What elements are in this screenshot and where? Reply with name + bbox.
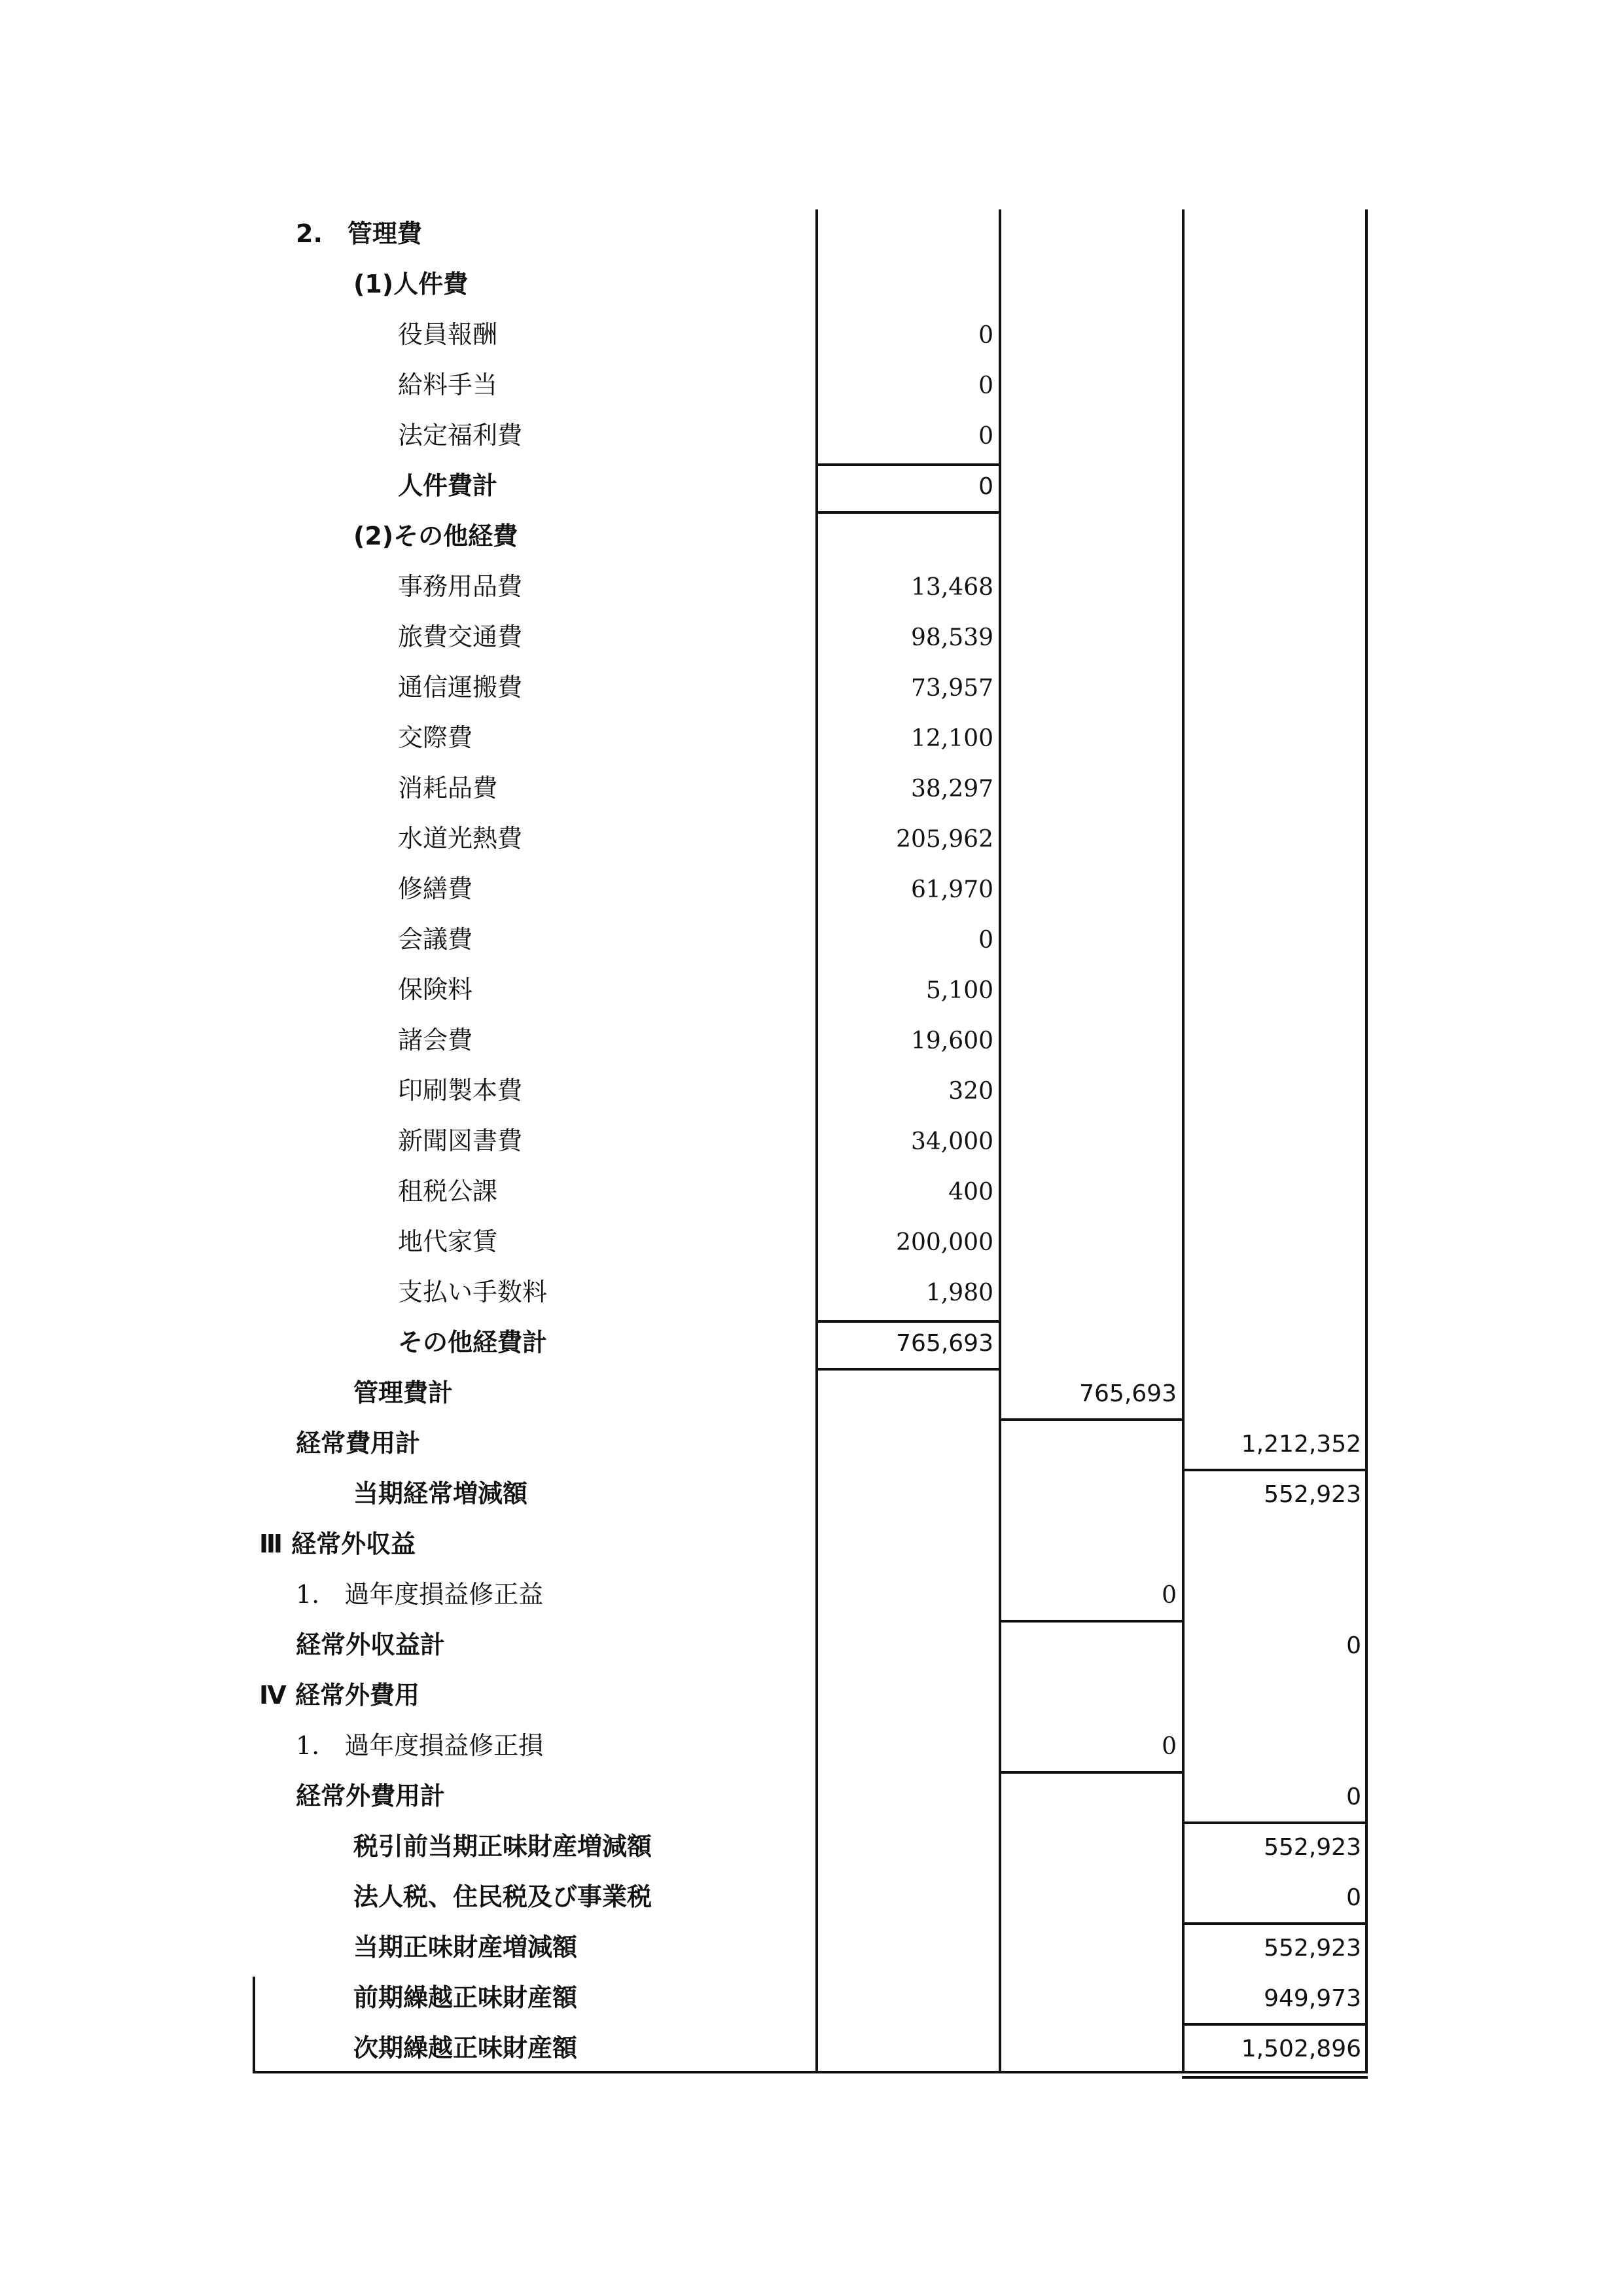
subtotal-line-bottom xyxy=(815,1368,1001,1371)
subtotal-line xyxy=(1182,1922,1368,1925)
column-rule-2 xyxy=(999,209,1001,2073)
row-value: 34,000 xyxy=(911,1128,993,1155)
row-label: 1. 過年度損益修正益 xyxy=(296,1580,544,1609)
row-label: 管理費計 xyxy=(353,1378,454,1407)
row-value: 400 xyxy=(948,1179,993,1206)
row-value: 0 xyxy=(978,927,993,954)
row-label: 2. 管理費 xyxy=(296,219,422,248)
row-label: 給料手当 xyxy=(398,370,498,399)
row-value: 98,539 xyxy=(911,624,993,651)
row-label: 前期繰越正味財産額 xyxy=(353,1983,578,2012)
subtotal-line xyxy=(999,1771,1185,1774)
row-value: 1,980 xyxy=(925,1280,993,1306)
subtotal-line xyxy=(999,1418,1185,1421)
row-value: 205,962 xyxy=(896,826,993,853)
row-value: 0 xyxy=(1346,1784,1361,1810)
row-label: 経常外費用計 xyxy=(296,1782,446,1810)
row-label: 支払い手数料 xyxy=(398,1278,548,1306)
row-value: 38,297 xyxy=(911,776,993,802)
row-label: 租税公課 xyxy=(398,1177,498,1206)
row-label: 保険料 xyxy=(398,975,473,1004)
row-value: 1,502,896 xyxy=(1241,2036,1361,2062)
subtotal-line xyxy=(999,1620,1185,1623)
table-left-border xyxy=(253,1977,255,2073)
row-value: 552,923 xyxy=(1264,1935,1361,1962)
row-label: 当期経常増減額 xyxy=(353,1479,528,1508)
row-label: 会議費 xyxy=(398,925,473,954)
row-value: 765,693 xyxy=(1079,1380,1177,1407)
row-value: 0 xyxy=(1346,1632,1361,1659)
row-value: 0 xyxy=(1346,1884,1361,1911)
row-label: 旅費交通費 xyxy=(398,622,523,651)
table-bottom-border xyxy=(253,2071,1368,2073)
row-value: 73,957 xyxy=(911,675,993,702)
row-value: 765,693 xyxy=(896,1330,993,1357)
subtotal-line xyxy=(1182,1469,1368,1471)
row-value: 0 xyxy=(1162,1582,1177,1609)
row-label: 水道光熱費 xyxy=(398,824,523,853)
row-value: 0 xyxy=(1162,1733,1177,1760)
row-label: Ⅳ 経常外費用 xyxy=(259,1681,419,1710)
row-label: 法定福利費 xyxy=(398,421,523,450)
row-label: 諸会費 xyxy=(398,1026,473,1054)
row-label: 事務用品費 xyxy=(398,572,523,601)
row-label: 役員報酬 xyxy=(398,320,498,349)
row-value: 0 xyxy=(978,322,993,349)
subtotal-line-top xyxy=(815,1320,1001,1323)
row-label: 修繕費 xyxy=(398,874,473,903)
row-value: 5,100 xyxy=(925,977,993,1004)
subtotal-line-top xyxy=(815,463,1001,466)
row-value: 200,000 xyxy=(896,1229,993,1256)
row-value: 320 xyxy=(948,1078,993,1105)
row-value: 19,600 xyxy=(911,1028,993,1054)
row-label: 地代家賃 xyxy=(398,1227,498,1256)
row-label: (2)その他経費 xyxy=(353,522,518,550)
subtotal-line xyxy=(1182,2023,1368,2026)
row-label: Ⅲ 経常外収益 xyxy=(259,1530,416,1558)
row-value: 949,973 xyxy=(1264,1985,1361,2012)
row-value: 12,100 xyxy=(911,725,993,752)
subtotal-line-bottom xyxy=(815,511,1001,514)
double-underline-final xyxy=(1182,2076,1368,2079)
row-label: 消耗品費 xyxy=(398,774,498,802)
row-value: 61,970 xyxy=(911,876,993,903)
row-label: 税引前当期正味財産増減額 xyxy=(353,1832,652,1861)
row-label: 1. 過年度損益修正損 xyxy=(296,1731,544,1760)
row-label: 法人税、住民税及び事業税 xyxy=(353,1882,652,1911)
row-value: 552,923 xyxy=(1264,1834,1361,1861)
subtotal-line xyxy=(1182,1821,1368,1824)
row-label: 次期繰越正味財産額 xyxy=(353,2034,578,2062)
column-rule-3 xyxy=(1182,209,1185,2073)
column-rule-1 xyxy=(815,209,818,2073)
row-label: 経常外収益計 xyxy=(296,1630,446,1659)
row-value: 0 xyxy=(978,473,993,500)
row-label: 新聞図書費 xyxy=(398,1126,523,1155)
row-label: その他経費計 xyxy=(398,1328,548,1357)
table-right-border xyxy=(1365,209,1368,2073)
row-label: 交際費 xyxy=(398,723,473,752)
row-label: 経常費用計 xyxy=(296,1429,421,1458)
row-label: 通信運搬費 xyxy=(398,673,523,702)
row-value: 552,923 xyxy=(1264,1481,1361,1508)
row-label: 印刷製本費 xyxy=(398,1076,523,1105)
row-value: 13,468 xyxy=(911,574,993,601)
row-label: 当期正味財産増減額 xyxy=(353,1933,578,1962)
row-label: 人件費計 xyxy=(398,471,498,500)
row-label: (1)人件費 xyxy=(353,270,469,298)
row-value: 0 xyxy=(978,372,993,399)
row-value: 1,212,352 xyxy=(1241,1431,1361,1458)
row-value: 0 xyxy=(978,423,993,450)
